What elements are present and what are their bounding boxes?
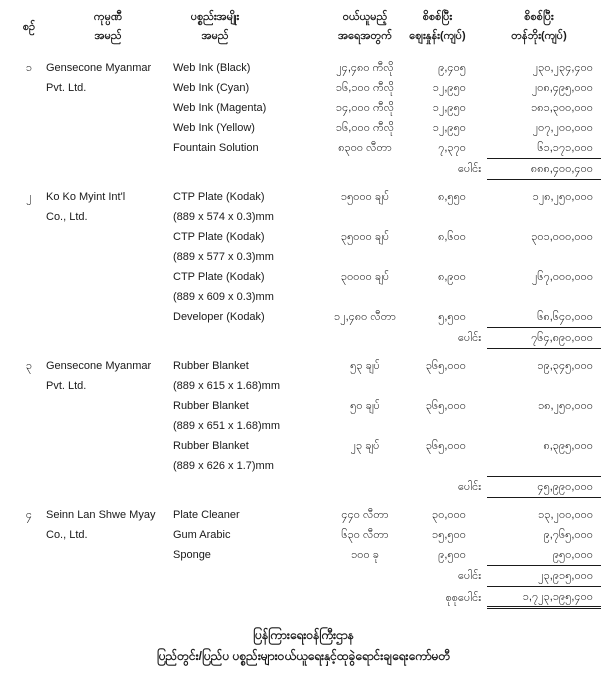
- item-unit-price: ၃၆၅,၀၀၀: [425, 400, 466, 412]
- header-serial-no: [14, 18, 44, 37]
- item-name: CTP Plate (Kodak): [173, 231, 265, 243]
- table-section: [0, 356, 607, 498]
- item-row: [0, 396, 607, 436]
- item-total-value: ၁၈,၂၅၀,၀၀၀: [538, 400, 593, 412]
- item-name-cell: [173, 187, 305, 227]
- item-unit-price: ၈,၆၀၀: [438, 231, 466, 243]
- item-unit-price: ၈,၉၀၀: [438, 271, 466, 283]
- item-quantity: ၄၄၀ လီတာ: [341, 509, 389, 521]
- item-name: Fountain Solution: [173, 142, 259, 154]
- header-unit-price-line1: စိစစ်ပြီး: [422, 11, 453, 23]
- subtotal-label: ပေါင်း: [457, 163, 481, 175]
- item-name: Gum Arabic: [173, 529, 231, 541]
- item-name-cell: [173, 58, 305, 78]
- item-quantity: ၁၄,၀၀၀ ကီလို: [335, 102, 395, 114]
- grand-total-value: ၁,၇၂၃,၁၉၅,၄၀၀: [487, 587, 601, 609]
- item-unit-price: ၁၂,၉၅၀: [432, 82, 466, 94]
- item-row: [0, 356, 607, 396]
- subtotal-value: ၈၈၈,၄၀၀,၄၀၀: [487, 158, 601, 180]
- item-name: Plate Cleaner: [173, 509, 240, 521]
- item-name: Web Ink (Black): [173, 62, 251, 74]
- table-section: [0, 505, 607, 587]
- header-total-value-line1: စိစစ်ပြီး: [524, 11, 554, 23]
- table-section: [0, 58, 607, 180]
- item-quantity: ၂၄,၄၈၀ ကီလို: [336, 62, 394, 74]
- item-quantity: ၁၀၀ ခု: [351, 549, 379, 561]
- grand-total-row: [0, 587, 607, 609]
- section-serial-number: ၁: [25, 62, 33, 74]
- item-total-value: ၂၀၈,၄၉၅,၀၀၀: [531, 82, 593, 94]
- item-name: CTP Plate (Kodak): [173, 191, 265, 203]
- item-dimensions: (889 x 609 x 0.3)mm: [173, 291, 274, 303]
- item-row: [0, 187, 607, 227]
- item-total-value: ၂၃၀,၂၃၄,၄၀၀: [532, 62, 593, 74]
- header-quantity-line1: ဝယ်ယူမည့်: [342, 11, 388, 23]
- item-quantity: ၂၃ ချပ်: [350, 440, 380, 452]
- footer-committee-name: ပြည်တွင်း/ပြည်ပ ပစ္စည်းများဝယ်ယူရေးနှင့်ထုခွဲရောင်းချရေးကော်မတီ: [156, 649, 451, 663]
- item-dimensions: (889 x 615 x 1.68)mm: [173, 380, 280, 392]
- item-name-cell: [173, 436, 305, 476]
- item-quantity: ၁၅၀၀၀ ချပ်: [340, 191, 390, 203]
- item-name-cell: [173, 545, 305, 565]
- company-name-line: Pvt. Ltd.: [46, 380, 87, 392]
- item-name: Rubber Blanket: [173, 400, 249, 412]
- item-unit-price: ၅,၅၀၀: [438, 311, 466, 323]
- item-quantity: ၁၆,၀၀၀ ကီလို: [335, 122, 395, 134]
- header-item: [150, 8, 280, 46]
- item-quantity: ၃၀၀၀၀ ချပ်: [340, 271, 390, 283]
- item-row: [0, 78, 607, 98]
- header-unit-price-line2: ဈေးနှုန်း(ကျပ်): [409, 30, 466, 42]
- subtotal-label: ပေါင်း: [457, 481, 481, 493]
- item-total-value: ၂၀၇,၂၀၀,၀၀၀: [532, 122, 593, 134]
- header-total-value: [478, 8, 600, 46]
- item-name: Web Ink (Magenta): [173, 102, 267, 114]
- item-total-value: ၁၈၁,၃၀၀,၀၀၀: [531, 102, 593, 114]
- item-name-cell: [173, 267, 305, 307]
- item-unit-price: ၉,၄၀၅: [438, 62, 466, 74]
- header-quantity-line2: အရေအတွက်: [338, 30, 392, 42]
- item-dimensions: (889 x 574 x 0.3)mm: [173, 211, 274, 223]
- item-total-value: ၁၉,၃၄၅,၀၀၀: [537, 360, 593, 372]
- item-unit-price: ၁၂,၉၅၀: [432, 122, 466, 134]
- item-name-cell: [173, 505, 305, 525]
- item-unit-price: ၉,၅၀၀: [438, 549, 466, 561]
- subtotal-row: [0, 565, 607, 587]
- item-unit-price: ၇,၃၇၀: [438, 142, 466, 154]
- header-company-line1: ကုမ္ပဏီ: [93, 11, 123, 23]
- item-unit-price: ၈,၅၅၀: [438, 191, 466, 203]
- section-serial-number: ၂: [26, 191, 32, 203]
- subtotal-value: ၂၃,၉၁၅,၀၀၀: [487, 565, 601, 587]
- item-name-cell: [173, 138, 305, 158]
- item-total-value: ၃၀၁,၀၀၀,၀၀၀: [531, 231, 593, 243]
- item-unit-price: ၃၀,၀၀၀: [432, 509, 466, 521]
- section-serial-number: ၃: [25, 360, 33, 372]
- item-unit-price: ၃၆၅,၀၀၀: [425, 360, 466, 372]
- item-total-value: ၆၁,၁၇၁,၀၀၀: [537, 142, 593, 154]
- subtotal-row: [0, 476, 607, 498]
- item-name: Developer (Kodak): [173, 311, 265, 323]
- header-unit-price: [390, 8, 485, 46]
- item-quantity: ၅၃ ချပ်: [350, 360, 380, 372]
- subtotal-row: [0, 327, 607, 349]
- item-quantity: ၈၃၀၀ လီတာ: [338, 142, 392, 154]
- header-item-line2: အမည်: [201, 30, 229, 42]
- section-serial-number: ၄: [25, 509, 33, 521]
- item-row: [0, 118, 607, 138]
- item-quantity: ၁၂,၄၈၀ လီတာ: [334, 311, 396, 323]
- item-name-cell: [173, 98, 305, 118]
- item-quantity: ၁၆,၁၀၀ ကီလို: [335, 82, 395, 94]
- item-row: [0, 227, 607, 267]
- header-item-line1: ပစ္စည်းအမျိုး: [190, 11, 240, 23]
- item-row: [0, 436, 607, 476]
- item-name: Rubber Blanket: [173, 440, 249, 452]
- item-total-value: ၆၈,၆၄၀,၀၀၀: [537, 311, 593, 323]
- item-quantity: ၆၃၀ လီတာ: [341, 529, 389, 541]
- item-name-cell: [173, 396, 305, 436]
- item-row: [0, 545, 607, 565]
- item-total-value: ၁၂၈,၂၅၀,၀၀၀: [532, 191, 593, 203]
- item-name: Web Ink (Cyan): [173, 82, 250, 94]
- item-quantity: ၃၅၀၀၀ ချပ်: [340, 231, 390, 243]
- item-row: [0, 307, 607, 327]
- item-name-cell: [173, 227, 305, 267]
- item-name-cell: [173, 307, 305, 327]
- item-total-value: ၉,၇၆၅,၀၀၀: [543, 529, 593, 541]
- table-header-row: [0, 0, 607, 50]
- company-name-line: Gensecone Myanmar: [46, 62, 152, 74]
- item-name: Sponge: [173, 549, 211, 561]
- item-quantity: ၅၀ ချပ်: [350, 400, 380, 412]
- item-unit-price: ၁၂,၉၅၀: [432, 102, 466, 114]
- grand-total-label: စုစုပေါင်း: [445, 592, 481, 604]
- header-company-line2: အမည်: [94, 30, 122, 42]
- header-serial-no-label: စဉ်: [22, 21, 36, 33]
- item-row: [0, 138, 607, 158]
- item-row: [0, 505, 607, 525]
- item-dimensions: (889 x 651 x 1.68)mm: [173, 420, 280, 432]
- item-name-cell: [173, 356, 305, 396]
- company-name-line: Pvt. Ltd.: [46, 82, 87, 94]
- item-dimensions: (889 x 626 x 1.7)mm: [173, 460, 274, 472]
- page-footer: [0, 625, 607, 667]
- item-total-value: ၉၅၀,၀၀၀: [552, 549, 593, 561]
- item-name-cell: [173, 78, 305, 98]
- item-name: Web Ink (Yellow): [173, 122, 255, 134]
- item-name-cell: [173, 525, 305, 545]
- company-name-line: Seinn Lan Shwe Myay: [46, 509, 156, 521]
- subtotal-label: ပေါင်း: [457, 570, 481, 582]
- item-unit-price: ၁၅,၅၀၀: [432, 529, 466, 541]
- header-total-value-line2: တန်ဘိုး(ကျပ်): [511, 30, 567, 42]
- item-total-value: ၈,၃၉၅,၀၀၀: [543, 440, 593, 452]
- item-row: [0, 58, 607, 78]
- item-name: CTP Plate (Kodak): [173, 271, 265, 283]
- subtotal-value: ၄၅,၉၉၀,၀၀၀: [487, 476, 601, 498]
- company-name-line: Ko Ko Myint Int'l: [46, 191, 126, 203]
- company-name-line: Gensecone Myanmar: [46, 360, 152, 372]
- subtotal-label: ပေါင်း: [457, 332, 481, 344]
- item-dimensions: (889 x 577 x 0.3)mm: [173, 251, 274, 263]
- item-unit-price: ၃၆၅,၀၀၀: [425, 440, 466, 452]
- footer-ministry-name: ပြန်ကြားရေးဝန်ကြီးဌာန: [253, 628, 354, 642]
- item-row: [0, 98, 607, 118]
- item-total-value: ၂၆၇,၀၀၀,၀၀၀: [531, 271, 593, 283]
- subtotal-value: ၇၆၄,၈၉၀,၀၀၀: [487, 327, 601, 349]
- company-name-line: Co., Ltd.: [46, 529, 88, 541]
- table-section: [0, 187, 607, 349]
- item-row: [0, 525, 607, 545]
- subtotal-row: [0, 158, 607, 180]
- item-name-cell: [173, 118, 305, 138]
- item-total-value: ၁၃,၂၀၀,၀၀၀: [538, 509, 593, 521]
- table-body: [0, 58, 607, 609]
- company-name-line: Co., Ltd.: [46, 211, 88, 223]
- item-name: Rubber Blanket: [173, 360, 249, 372]
- item-row: [0, 267, 607, 307]
